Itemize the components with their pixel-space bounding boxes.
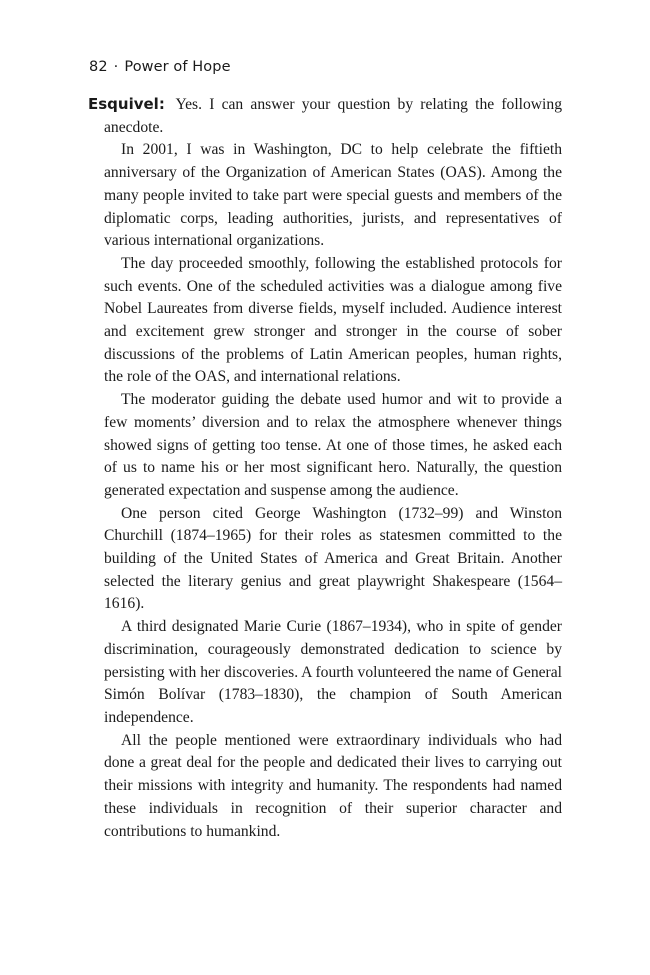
header-separator: · (113, 59, 119, 75)
paragraph-text: Yes. I can answer your question by relating the following anecdote. (104, 96, 562, 136)
speaker-label: Esquivel: (88, 95, 165, 113)
paragraph: All the people mentioned were extraordinary individuals who had done a great deal for the people and dedicated their lives to carrying out their missions with integrity and humanity. The respondents had named these individuals in recognition of their superior character and contributions to humankind. (104, 731, 562, 840)
paragraph: A third designated Marie Curie (1867–1934), who in spite of gender discrimination, courageously demonstrated dedication to science by persisting with her discoveries. A fourth volunteered the name of General Simón Bolívar (1783–1830), the champion of South American independence. (104, 618, 562, 726)
paragraph: The day proceeded smoothly, following the established protocols for such events. One of the scheduled activities was a dialogue among five Nobel Laureates from diverse fields, myself included. Audience interest and excitement grew stronger and stronger in the course of sober discussions of the problems of Latin American peoples, human rights, the role of the OAS, and international relations. (104, 254, 562, 386)
paragraph: In 2001, I was in Washington, DC to help celebrate the fiftieth anniversary of the Organization of American States (OAS). Among the many people invited to take part were special guests and members of the diplomatic corps, leading authorities, jurists, and representatives of various international organizations. (104, 141, 562, 250)
paragraph: One person cited George Washington (1732–99) and Winston Churchill (1874–1965) for their roles as statesmen committed to the building of the United States of America and Great Britain. Another selected the literary genius and great playwright Shakespeare (1564–1616). (104, 504, 562, 613)
running-head (89, 59, 231, 75)
paragraph: The moderator guiding the debate used humor and wit to provide a few moments’ diversion and to relax the atmosphere whenever things showed signs of getting too tense. At one of those times, he asked each of us to name his or her most significant hero. Naturally, the question generated expectation and suspense among the audience. (104, 391, 562, 499)
page-number: 82 (89, 59, 108, 75)
book-title: Power of Hope (124, 59, 231, 75)
body-text (88, 93, 562, 843)
paragraph (88, 93, 562, 139)
